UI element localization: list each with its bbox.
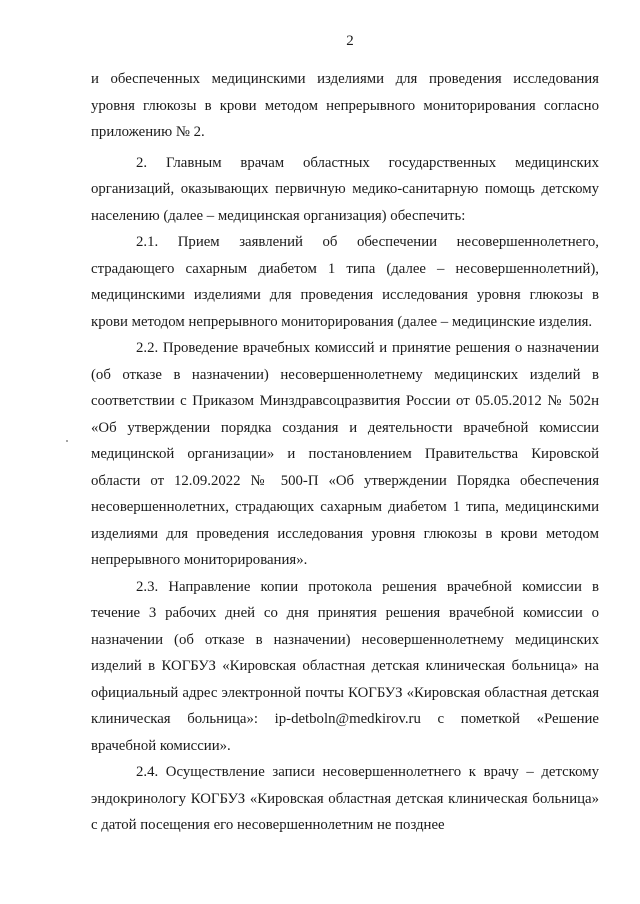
scan-artifact-dot bbox=[66, 440, 68, 442]
paragraph-continuation: и обеспеченных медицинскими изделиями для проведения исследования уровня глюкозы в крови методом непрерывного мониторирования согласно приложению № 2. bbox=[91, 71, 599, 140]
paragraph-2-2: 2.2. Проведение врачебных комиссий и принятие решения о назначении (об отказе в назначении) несовершеннолетнему медицинских изделий в соответствии с Приказом Минздравсоцразвития России от 05.05.2012 № 502н «Об утверждении порядка создания и деятельности врачебной комиссии медицинской организации» и постановлением Правительства Кировской области от 12.09.2022 № 500-П «Об утверждении Порядка обеспечения несовершеннолетних, страдающих сахарным диабетом 1 типа, медицинскими изделиями для проведения исследования уровня глюкозы в крови методом непрерывного мониторирования». bbox=[91, 340, 599, 568]
paragraph-2: 2. Главным врачам областных государственных медицинских организаций, оказывающих первичную медико-санитарную помощь детскому населению (далее – медицинская организация) обеспечить: bbox=[91, 154, 599, 224]
document-body bbox=[91, 66, 599, 839]
paragraph-2-4: 2.4. Осуществление записи несовершеннолетнего к врачу – детскому эндокринологу КОГБУЗ «Кировская областная детская клиническая больница» с датой посещения его несовершеннолетним не позднее bbox=[91, 764, 599, 833]
page-number: 2 bbox=[346, 33, 354, 49]
paragraph-2-1: 2.1. Прием заявлений об обеспечении несовершеннолетнего, страдающего сахарным диабетом 1 типа (далее – несовершеннолетний), медицинскими изделиями для проведения исследования уровня глюкозы в крови методом непрерывного мониторирования (далее – медицинские изделия. bbox=[91, 234, 599, 330]
paragraph-2-3: 2.3. Направление копии протокола решения врачебной комиссии в течение 3 рабочих дней со дня принятия решения врачебной комиссии о назначении (об отказе в назначении) несовершеннолетнему медицинских изделий в КОГБУЗ «Кировская областная детская клиническая больница» на официальный адрес электронной почты КОГБУЗ «Кировская областная детская клиническая больница»: ip-detboln@medkirov.ru с пометкой «Решение врачебной комиссии». bbox=[91, 578, 599, 754]
